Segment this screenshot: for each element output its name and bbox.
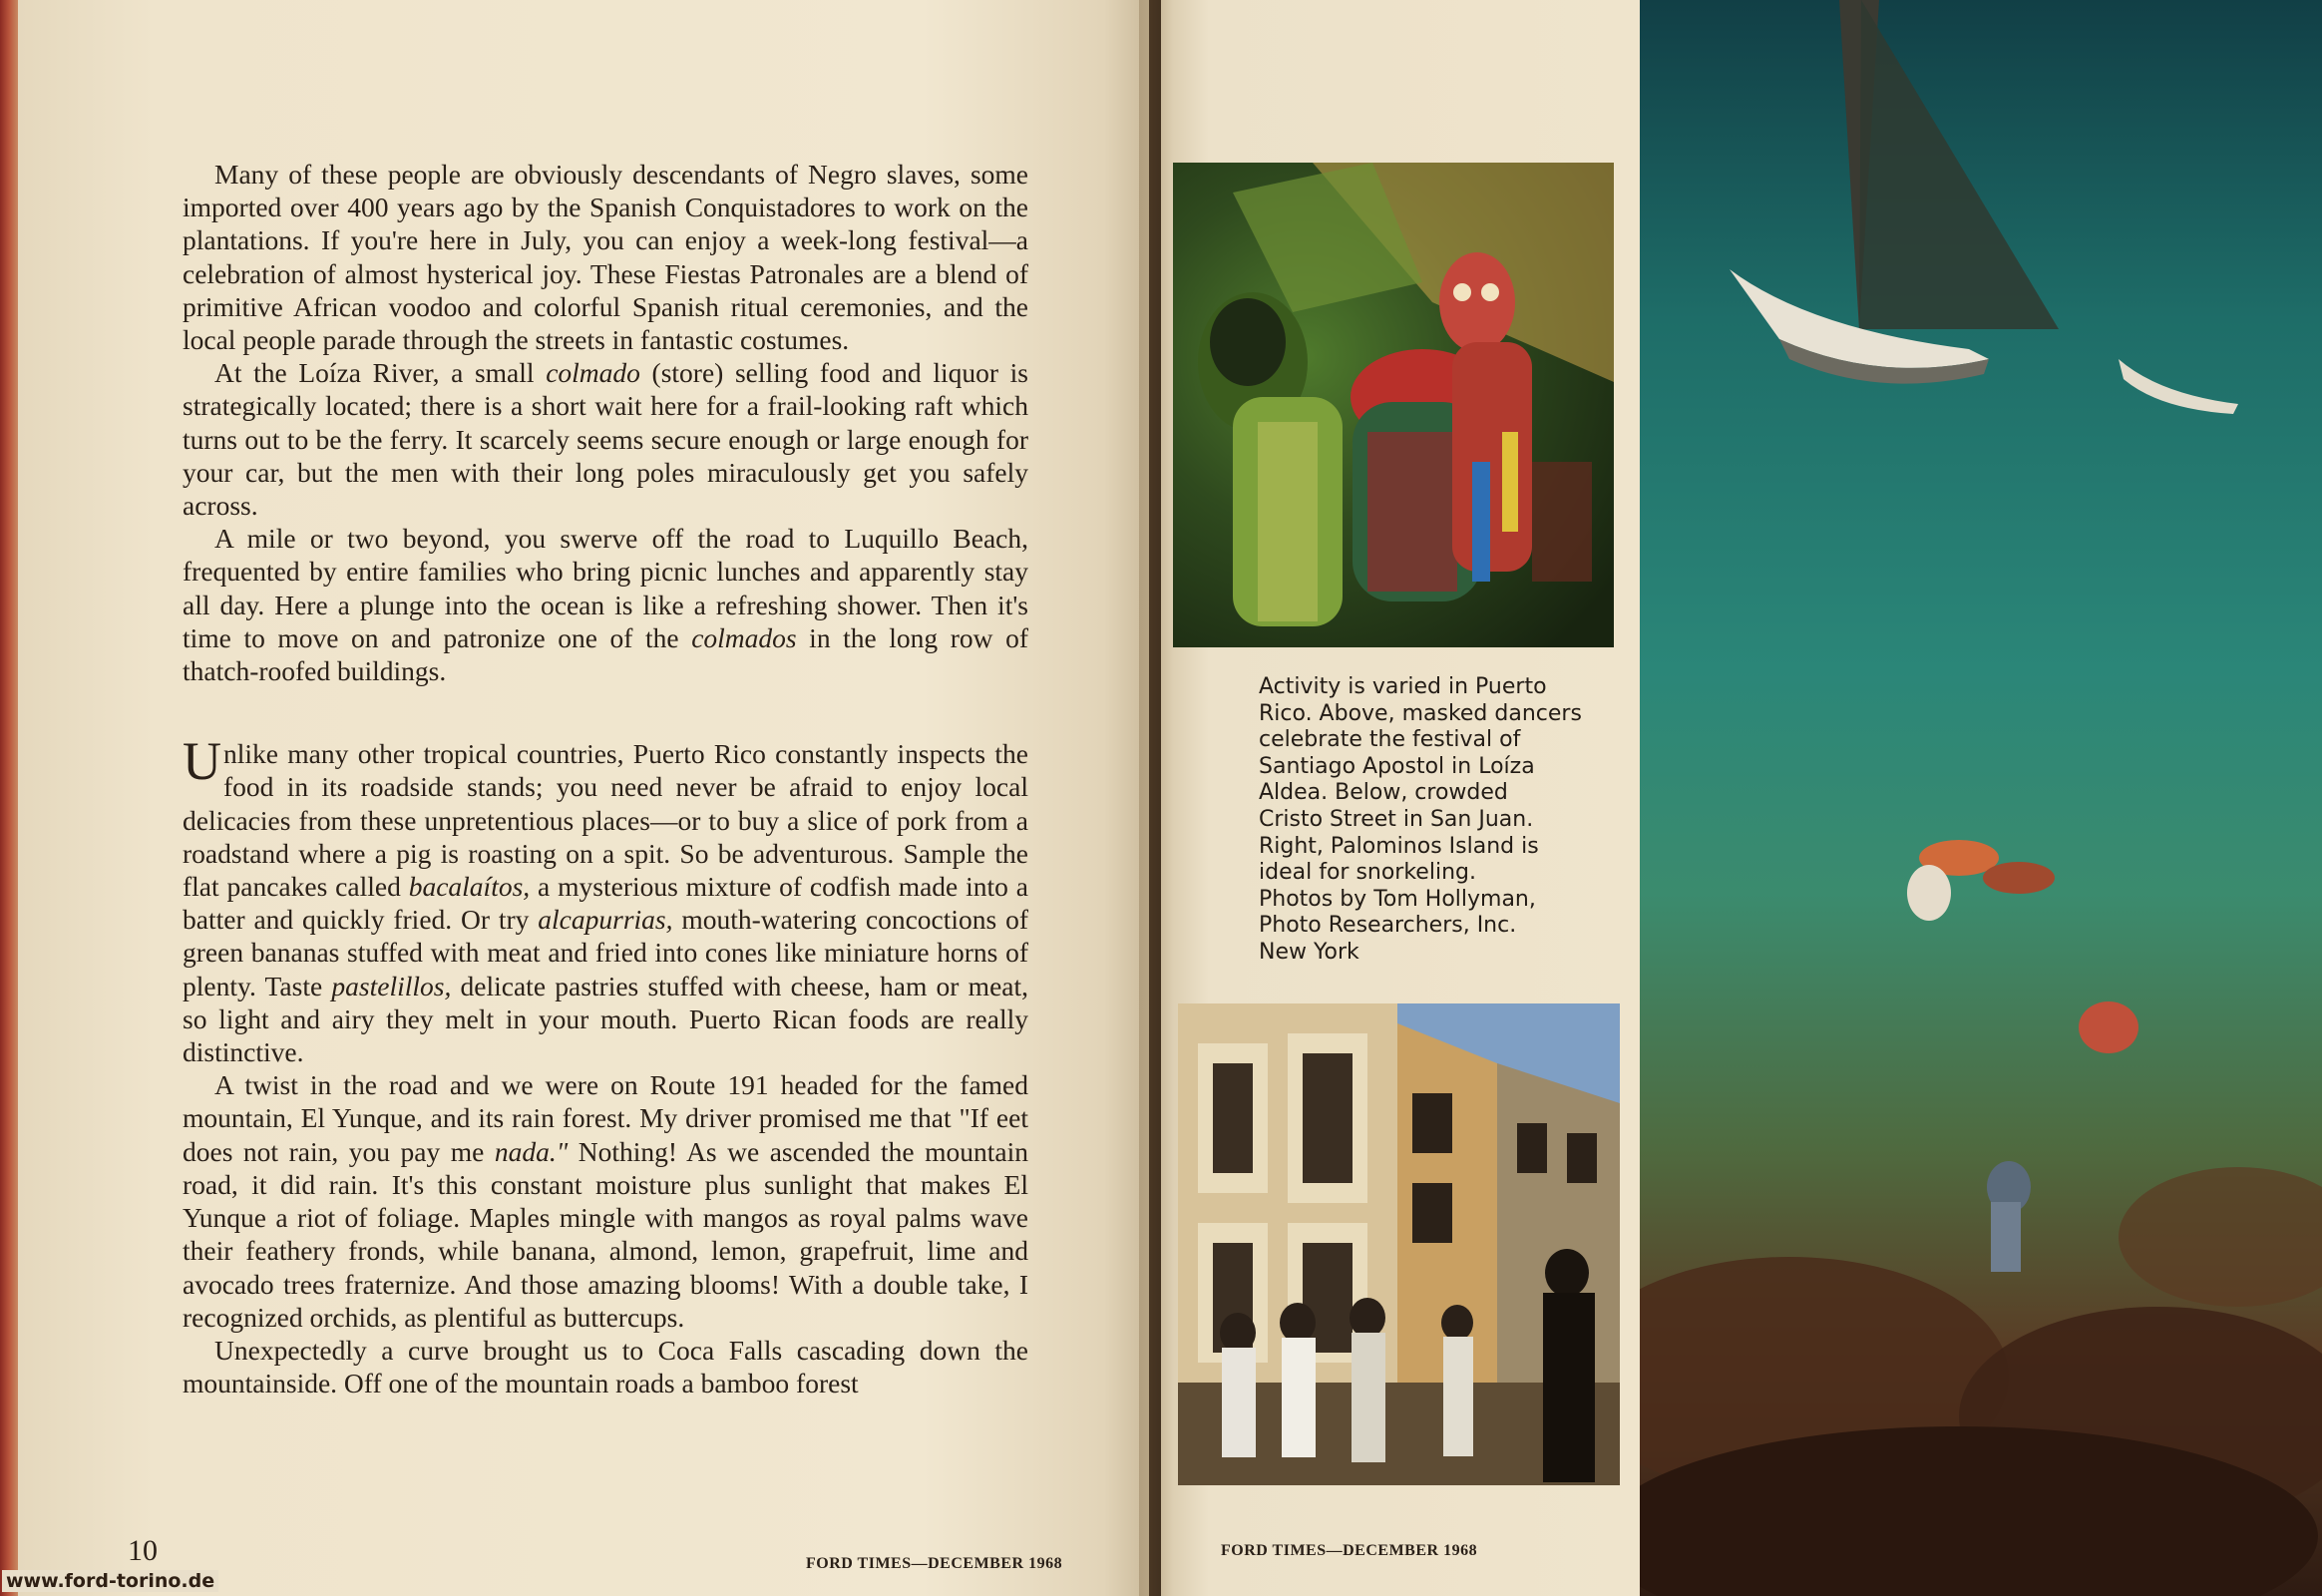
- caption-line: Rico. Above, masked dancers: [1259, 700, 1582, 726]
- article-body: [183, 158, 1028, 1399]
- binding-gutter: [1139, 0, 1173, 1596]
- watermark: www.ford-torino.de: [2, 1570, 218, 1592]
- photo-masked-dancers: [1173, 163, 1614, 647]
- caption-line: Santiago Apostol in Loíza: [1259, 753, 1535, 779]
- caption-line: celebrate the festival of: [1259, 727, 1521, 753]
- caption-line: Activity is varied in Puerto: [1259, 674, 1547, 699]
- paragraph: A mile or two beyond, you swerve off the road to Luquillo Beach, frequented by entire families who bring picnic lunches and apparently stay all day. Here a plunge into the ocean is like a refreshing shower. Then it's time to move on and patronize one of the colmados in the long row of thatch-roofed buildings.: [183, 523, 1028, 687]
- caption-line: New York: [1259, 939, 1359, 965]
- running-footer: FORD TIMES—DECEMBER 1968: [806, 1555, 1063, 1572]
- page-number: 10: [128, 1534, 158, 1567]
- page-edge: [0, 0, 18, 1596]
- paragraph: At the Loíza River, a small colmado (store) selling food and liquor is strategically located; there is a short wait here for a frail-looking raft which turns out to be the ferry. It scarcely seems secure enough or large enough for your car, but the men with their long poles miraculously get you safely across.: [183, 357, 1028, 522]
- paragraph: A twist in the road and we were on Route 191 headed for the famed mountain, El Yunque, and its rain forest. My driver promised me that "If eet does not rain, you pay me nada." Nothing! As we ascended the mountain road, it did rain. It's this constant moisture plus sunlight that makes El Yunque a riot of foliage. Maples mingle with mangos as royal palms wave their feathery fronds, while banana, almond, lemon, grapefruit, lime and avocado trees fraternize. And those amazing blooms! With a double take, I recognized orchids, as plentiful as buttercups.: [183, 1069, 1029, 1333]
- paragraph: Unexpectedly a curve brought us to Coca Falls cascading down the mountainside. Off one of the mountain roads a bamboo forest: [183, 1334, 1028, 1399]
- photo-caption: [1259, 674, 1618, 967]
- photo-palominos-island: [1640, 0, 2322, 1596]
- photo-cristo-street: [1178, 1003, 1620, 1485]
- caption-line: Photo Researchers, Inc.: [1259, 913, 1517, 939]
- caption-line: Cristo Street in San Juan.: [1259, 806, 1534, 832]
- drop-cap: U: [183, 731, 221, 792]
- paragraph: Unlike many other tropical countries, Puerto Rico constantly inspects the food in its roadside stands; you need never be afraid to enjoy local delicacies from these unpretentious places—or to buy a slice of pork from a roadstand where a pig is roasting on a spit. So be adventurous. Sample the flat pancakes called bacalaítos, a mysterious mixture of codfish made into a batter and quickly fried. Or try alcapurrias, mouth-watering concoctions of green bananas stuffed with meat and fried into cones like miniature horns of plenty. Taste pastelillos, delicate pastries stuffed with cheese, ham or meat, so light and airy they melt in your mouth. Puerto Rican foods are really distinctive.: [183, 731, 1028, 1068]
- paragraph: Many of these people are obviously descendants of Negro slaves, some imported over 400 years ago by the Spanish Conquistadores to work on the plantations. If you're here in July, you can enjoy a week-long festival—a celebration of almost hysterical joy. These Fiestas Patronales are a blend of primitive African voodoo and colorful Spanish ritual ceremonies, and the local people parade through the streets in fantastic costumes.: [183, 159, 1028, 356]
- caption-line: Aldea. Below, crowded: [1259, 780, 1508, 806]
- caption-line: Photos by Tom Hollyman,: [1259, 886, 1536, 912]
- section-break: [183, 687, 1028, 737]
- caption-line: Right, Palominos Island is: [1259, 833, 1539, 859]
- running-footer: FORD TIMES—DECEMBER 1968: [1221, 1542, 1478, 1559]
- caption-line: ideal for snorkeling.: [1259, 860, 1476, 886]
